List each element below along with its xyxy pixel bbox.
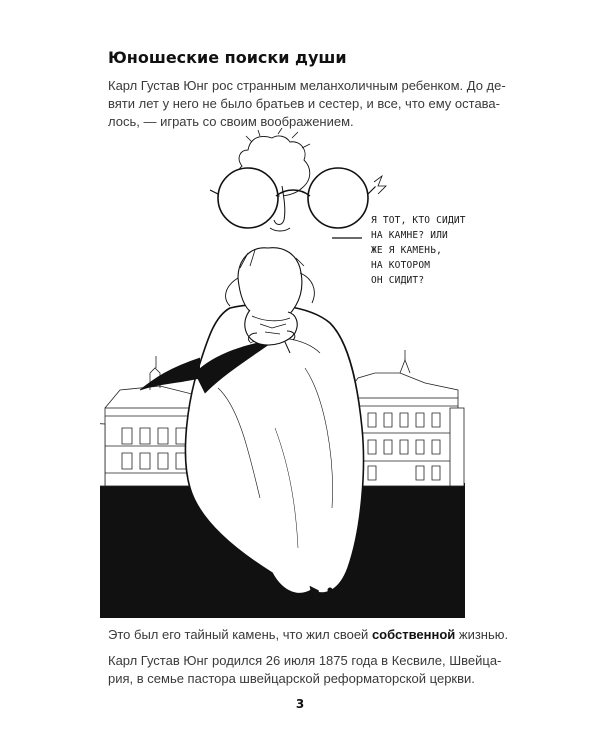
section-heading: Юношеские поиски души [108,48,347,67]
speech-line: ОН СИДИТ? [371,275,425,286]
boy-ear [374,176,386,194]
birth-paragraph [108,652,508,688]
birth-line: рия, в семье пастора швейцарской реформаторской церкви. [108,671,475,686]
intro-line: вяти лет у него не было братьев и сестер, и все, что ему остава- [108,96,500,111]
stone-caption-text: Это был его тайный камень, что жил своей [108,627,372,642]
speech-line: НА КОТОРОМ [371,260,431,271]
stone-caption-emphasis: собственной [371,627,456,642]
stone-caption-text: жизнью. [455,627,509,642]
birth-line: Карл Густав Юнг родился 26 июля 1875 года в Кесвиле, Швейца- [108,653,502,668]
jung-on-stone-illustration [100,128,500,628]
intro-line: лось, — играть со своим воображением. [108,114,354,129]
speech-line: ЖЕ Я КАМЕНЬ, [371,245,443,256]
speech-line: Я ТОТ, КТО СИДИТ [371,215,466,226]
speech-line: НА КАМНЕ? ИЛИ [371,230,448,241]
page-number: 3 [295,697,305,711]
stone-caption [108,627,508,642]
speech-bubble-text [371,213,491,288]
intro-paragraph [108,77,506,131]
intro-line: Карл Густав Юнг рос странным меланхоличным ребенком. До де- [108,78,506,93]
